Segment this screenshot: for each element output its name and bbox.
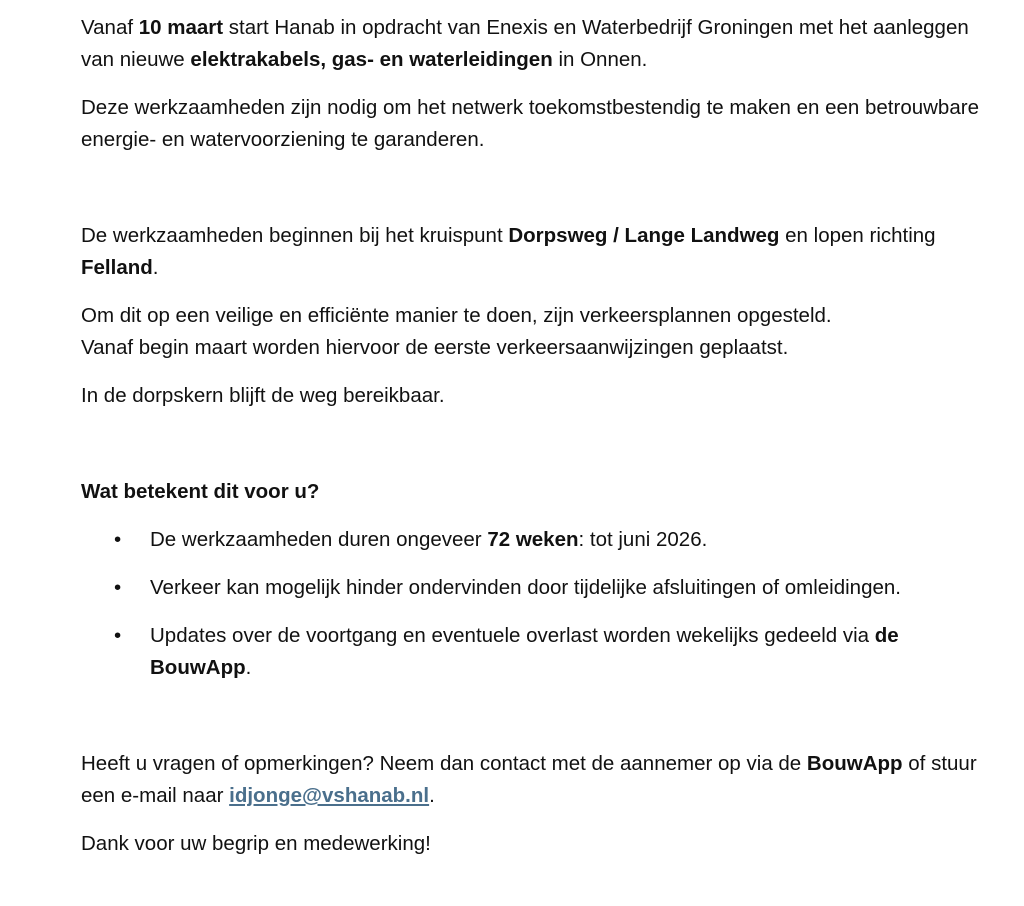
email-link[interactable]: idjonge@vshanab.nl <box>229 784 430 807</box>
list-item-updates: • Updates over de voortgang en eventuele overlast worden wekelijks gedeeld via de BouwApp. <box>81 620 950 684</box>
direction-name: Felland <box>81 256 153 279</box>
start-date: 10 maart <box>138 16 224 39</box>
purpose-paragraph: Deze werkzaamheden zijn nodig om het netwerk toekomstbestendig te maken en een betrouwbare energie- en watervoorziening te garanderen. <box>81 96 979 151</box>
bullet-icon: • <box>114 528 122 551</box>
traffic-plan-line-1: Om dit op een veilige en efficiënte manier te doen, zijn verkeersplannen opgesteld. <box>81 304 832 327</box>
section-heading: Wat betekent dit voor u? <box>81 480 320 503</box>
contact-paragraph: Heeft u vragen of opmerkingen? Neem dan contact met de aannemer op via de BouwApp of stuur een e-mail naar idjonge@vshanab.nl. <box>81 752 977 807</box>
traffic-plan-paragraph <box>81 300 981 364</box>
impact-list-wrapper <box>81 524 981 684</box>
list-item-duration: • De werkzaamheden duren ongeveer 72 weken: tot juni 2026. <box>81 524 950 556</box>
bouwapp-contact: BouwApp <box>806 752 903 775</box>
works-description: elektrakabels, gas- en waterleidingen <box>190 48 553 71</box>
impact-list <box>81 524 981 684</box>
bullet-icon: • <box>114 576 122 599</box>
bullet-icon: • <box>114 624 122 647</box>
traffic-plan-line-2: Vanaf begin maart worden hiervoor de eerste verkeersaanwijzingen geplaatst. <box>81 336 789 359</box>
list-item-traffic: • Verkeer kan mogelijk hinder ondervinden door tijdelijke afsluitingen of omleidingen. <box>81 572 950 604</box>
document-body <box>81 12 981 860</box>
closing-paragraph: Dank voor uw begrip en medewerking! <box>81 832 431 855</box>
duration-value: 72 weken <box>487 528 579 551</box>
intro-paragraph: Vanaf 10 maart start Hanab in opdracht van Enexis en Waterbedrijf Groningen met het aanleggen van nieuwe elektrakabels, gas- en waterleidingen in Onnen. <box>81 16 969 71</box>
accessibility-paragraph: In de dorpskern blijft de weg bereikbaar. <box>81 384 445 407</box>
crossing-name: Dorpsweg / Lange Landweg <box>508 224 780 247</box>
location-paragraph: De werkzaamheden beginnen bij het kruispunt Dorpsweg / Lange Landweg en lopen richting Felland. <box>81 224 936 279</box>
bouwapp-reference: de BouwApp <box>150 624 899 679</box>
